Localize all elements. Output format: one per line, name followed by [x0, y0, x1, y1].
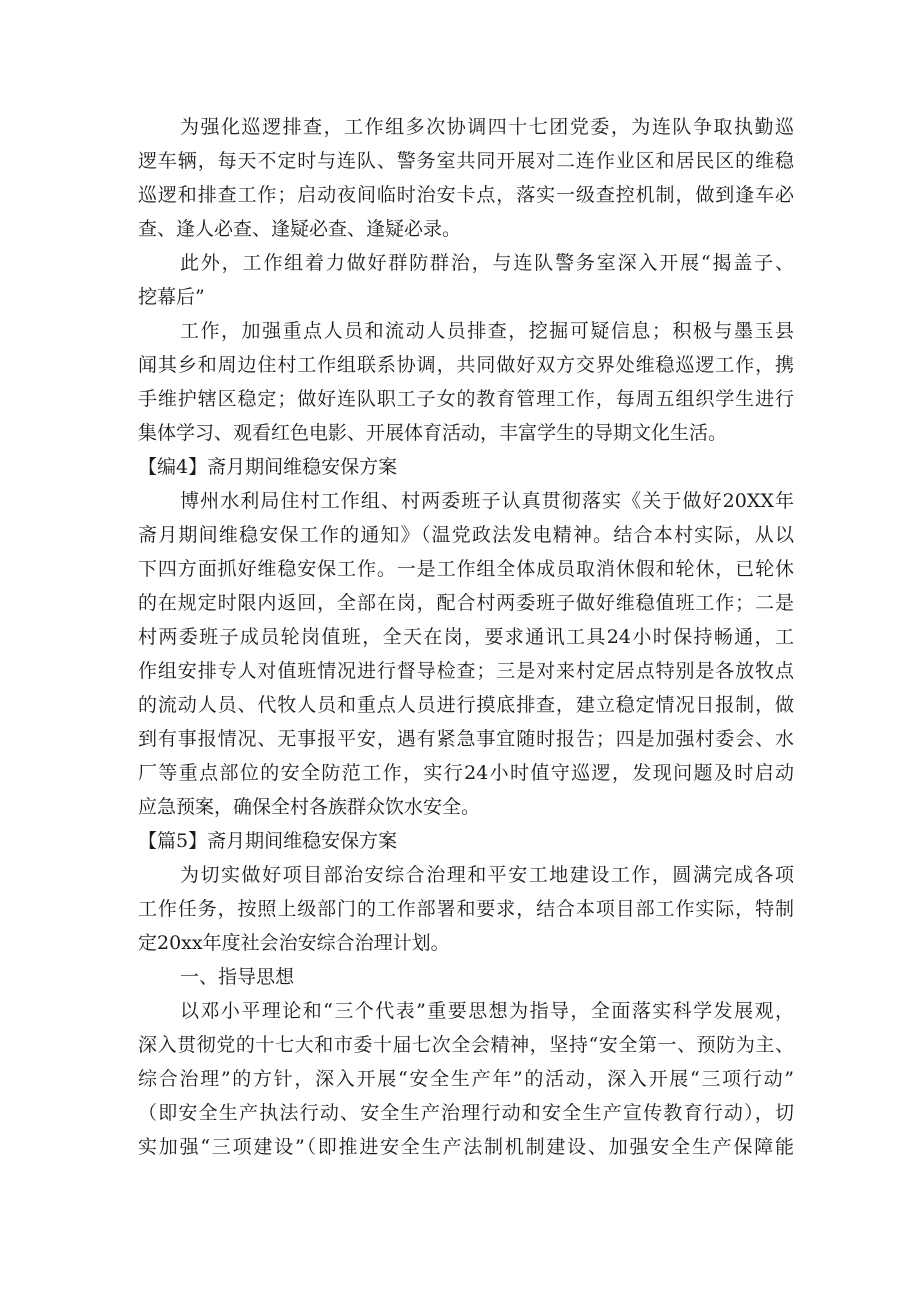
text-line: 作组安排专人对值班情况进行督导检查；三是对来村定居点特别是各放牧点 — [138, 660, 794, 682]
text-line: 工作，加强重点人员和流动人员排查，挖掘可疑信息；积极与墨玉县 — [180, 320, 794, 342]
text-line: 巡逻和排查工作；启动夜间临时治安卡点，落实一级查控机制，做到逢车必 — [138, 184, 794, 206]
text-line: 厂等重点部位的安全防范工作，实行24小时值守巡逻，发现问题及时启动 — [138, 762, 794, 784]
text-line: 以邓小平理论和“三个代表”重要思想为指导，全面落实科学发展观， — [180, 1000, 794, 1022]
text-line: 的在规定时限内返回，全部在岗，配合村两委班子做好维稳值班工作；二是 — [138, 592, 794, 614]
document-page — [138, 110, 794, 1164]
section-heading: 【篇5】斋月期间维稳安保方案 — [138, 830, 398, 852]
text-line: 村两委班子成员轮岗值班，全天在岗，要求通讯工具24小时保持畅通，工 — [138, 626, 794, 648]
text-line: （即安全生产执法行动、安全生产治理行动和安全生产宣传教育行动），切 — [138, 1102, 794, 1124]
text-line: 手维护辖区稳定；做好连队职工子女的教育管理工作，每周五组织学生进行 — [138, 388, 794, 410]
text-line: 定20xx年度社会治安综合治理计划。 — [138, 932, 450, 954]
text-line: 应急预案，确保全村各族群众饮水安全。 — [138, 796, 481, 818]
text-line: 闻其乡和周边住村工作组联系协调，共同做好双方交界处维稳巡逻工作，携 — [138, 354, 794, 376]
text-line: 挖幕后” — [138, 286, 205, 308]
text-line: 集体学习、观看红色电影、开展体育活动，丰富学生的导期文化生活。 — [138, 422, 728, 444]
text-line: 为切实做好项目部治安综合治理和平安工地建设工作，圆满完成各项 — [180, 864, 794, 886]
text-line: 查、逢人必查、逢疑必查、逢疑必录。 — [138, 218, 462, 240]
text-line: 为强化巡逻排查，工作组多次协调四十七团党委，为连队争取执勤巡 — [180, 116, 794, 138]
text-line: 实加强“三项建设”（即推进安全生产法制机制建设、加强安全生产保障能 — [138, 1136, 794, 1158]
text-line: 斋月期间维稳安保工作的通知》（温党政法发电精神。结合本村实际，从以 — [138, 524, 794, 546]
section-heading: 【编4】斋月期间维稳安保方案 — [138, 456, 398, 478]
text-line: 的流动人员、代牧人员和重点人员进行摸底排查，建立稳定情况日报制，做 — [138, 694, 794, 716]
text-line: 逻车辆，每天不定时与连队、警务室共同开展对二连作业区和居民区的维稳 — [138, 150, 794, 172]
text-line: 工作任务，按照上级部门的工作部署和要求，结合本项目部工作实际，特制 — [138, 898, 794, 920]
text-line: 深入贯彻党的十七大和市委十届七次全会精神，坚持“安全第一、预防为主、 — [138, 1034, 794, 1056]
text-line: 一、指导思想 — [180, 966, 295, 988]
text-line: 下四方面抓好维稳安保工作。一是工作组全体成员取消休假和轮休，已轮休 — [138, 558, 794, 580]
text-line: 综合治理”的方针，深入开展“安全生产年”的活动，深入开展“三项行动” — [138, 1068, 794, 1090]
text-line: 博州水利局住村工作组、村两委班子认真贯彻落实《关于做好20XX年 — [180, 490, 794, 512]
text-line: 此外，工作组着力做好群防群治，与连队警务室深入开展“揭盖子、 — [180, 252, 794, 274]
text-line: 到有事报情况、无事报平安，遇有紧急事宜随时报告；四是加强村委会、水 — [138, 728, 794, 750]
